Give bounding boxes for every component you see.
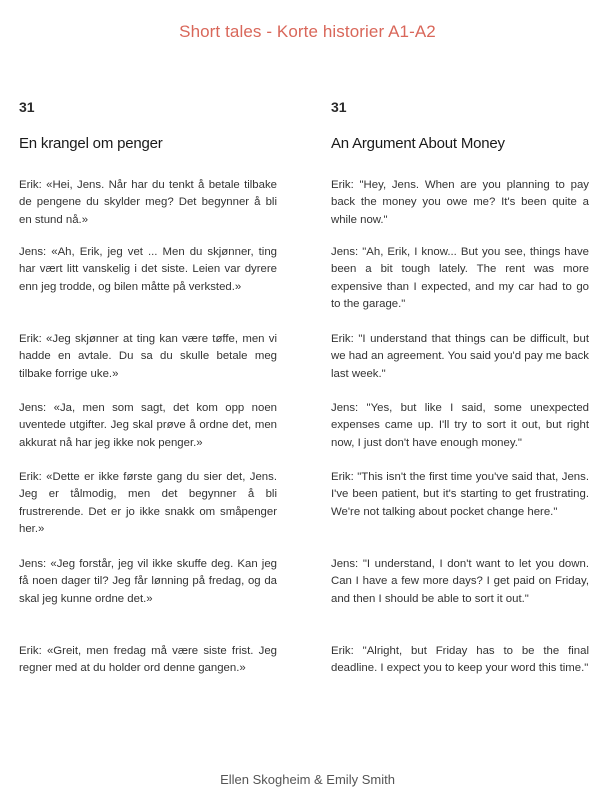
dialogue-paragraph: Erik: «Hei, Jens. Når har du tenkt å betale tilbake de pengene du skylder meg? Det begynner å bli en stund nå.»	[19, 179, 277, 226]
dialogue-paragraph: Erik: "Alright, but Friday has to be the final deadline. I expect you to keep your word this time."	[331, 645, 589, 675]
dialogue-paragraph: Erik: «Jeg skjønner at ting kan være tøffe, men vi hadde en avtale. Du sa du skulle betale meg tilbake forrige uke.»	[19, 333, 277, 380]
dialogue-paragraph: Erik: "This isn't the first time you've said that, Jens. I've been patient, but it's starting to get frustrating. We're not talking about pocket change here."	[331, 471, 589, 518]
dialogue-paragraph: Erik: «Dette er ikke første gang du sier det, Jens. Jeg er tålmodig, men det begynner å bli frustrerende. Det er jo ikke snakk om småpenger her.»	[19, 471, 277, 535]
dialogue-paragraph: Erik: «Greit, men fredag må være siste frist. Jeg regner med at du holder ord denne gangen.»	[19, 645, 277, 675]
page-header-title: Short tales - Korte historier A1-A2	[179, 22, 436, 41]
dialogue-paragraph: Erik: "Hey, Jens. When are you planning to pay back the money you owe me? It's been quite a while now."	[331, 179, 589, 226]
story-title: An Argument About Money	[331, 135, 505, 152]
dialogue-paragraph: Jens: "Yes, but like I said, some unexpected expenses came up. I'll try to sort it out, but right now, I just don't have enough money."	[331, 402, 589, 449]
dialogue-paragraph: Jens: "I understand, I don't want to let you down. Can I have a few more days? I get paid on Friday, and then I should be able to sort it out."	[331, 558, 589, 605]
norwegian-column	[19, 97, 277, 675]
footer-authors: Ellen Skogheim & Emily Smith	[220, 772, 395, 787]
dialogue-paragraph: Jens: «Ah, Erik, jeg vet ... Men du skjønner, ting har vært litt vanskelig i det siste. Leien var dyrere enn jeg trodde, og bilen måtte på verksted.»	[19, 246, 277, 293]
story-number: 31	[19, 99, 35, 115]
english-column	[331, 97, 589, 675]
dialogue-paragraph: Jens: «Ja, men som sagt, det kom opp noen uventede utgifter. Jeg skal prøve å ordne det, men akkurat nå har jeg ikke nok penger.»	[19, 402, 277, 449]
dialogue-paragraph: Erik: "I understand that things can be difficult, but we had an agreement. You said you'd pay me back last week."	[331, 333, 589, 380]
dialogue-paragraph: Jens: «Jeg forstår, jeg vil ikke skuffe deg. Kan jeg få noen dager til? Jeg får lønning på fredag, og da skal jeg kunne ordne det.»	[19, 558, 277, 605]
dialogue-paragraph: Jens: "Ah, Erik, I know... But you see, things have been a bit tough lately. The rent was more expensive than I expected, and my car had to go to the garage."	[331, 246, 589, 310]
story-number: 31	[331, 99, 347, 115]
story-title: En krangel om penger	[19, 135, 163, 152]
